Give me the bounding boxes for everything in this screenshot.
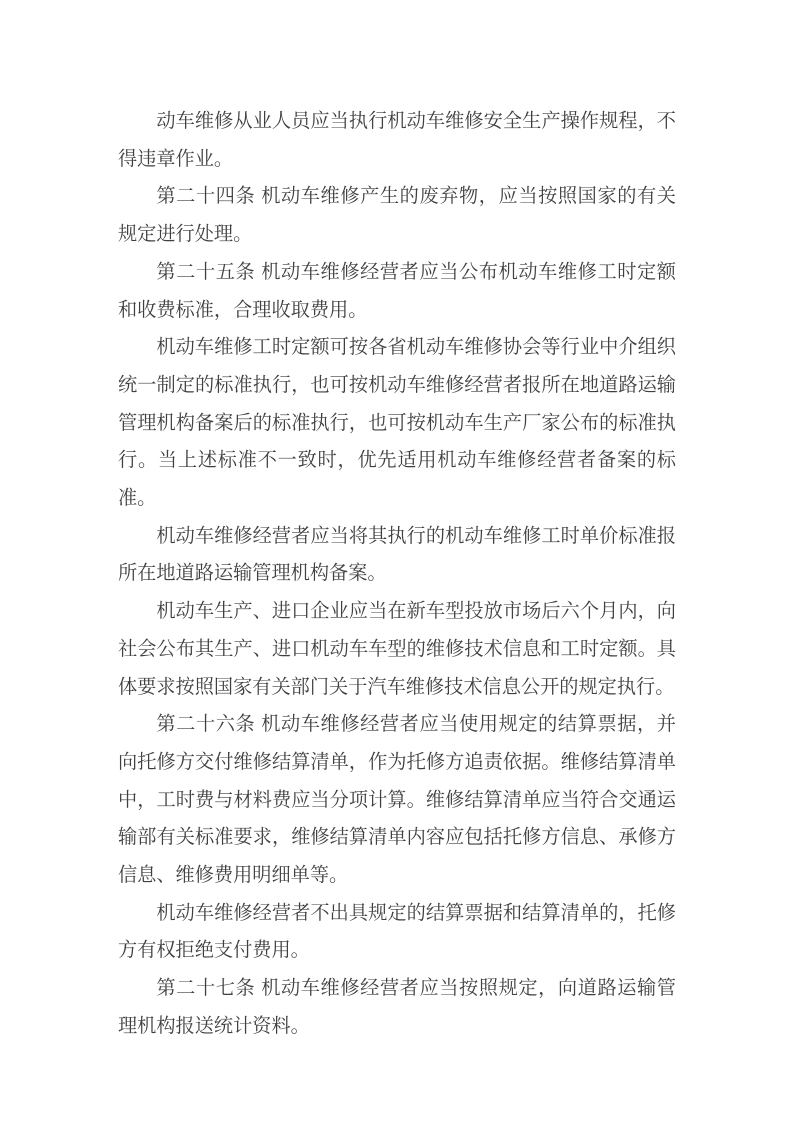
paragraph-labor-hour-quota-standards: 机动车维修工时定额可按各省机动车维修协会等行业中介组织统一制定的标准执行，也可按机动车维修经营者报所在地道路运输管理机构备案后的标准执行，也可按机动车生产厂家公布的标准执行。当上述标准不一致时，优先适用机动车维修经营者备案的标准。	[118, 337, 676, 510]
paragraph-article-25: 第二十五条 机动车维修经营者应当公布机动车维修工时定额和收费标准，合理收取费用。	[118, 261, 676, 321]
paragraph-refusal-of-payment: 机动车维修经营者不出具规定的结算票据和结算清单的，托修方有权拒绝支付费用。	[118, 902, 676, 962]
paragraph-article-26: 第二十六条 机动车维修经营者应当使用规定的结算票据，并向托修方交付维修结算清单，作为托修方追责依据。维修结算清单中，工时费与材料费应当分项计算。维修结算清单应当符合交通运输部有关标准要求，维修结算清单内容应包括托修方信息、承修方信息、维修费用明细单等。	[118, 714, 676, 887]
paragraph-continuation-safety-rules: 动车维修从业人员应当执行机动车维修安全生产操作规程，不得违章作业。	[118, 111, 676, 170]
document-content	[118, 103, 676, 1046]
paragraph-manufacturer-disclosure: 机动车生产、进口企业应当在新车型投放市场后六个月内，向社会公布其生产、进口机动车车型的维修技术信息和工时定额。具体要求按照国家有关部门关于汽车维修技术信息公开的规定执行。	[118, 601, 676, 698]
paragraph-article-24: 第二十四条 机动车维修产生的废弃物，应当按照国家的有关规定进行处理。	[118, 186, 676, 246]
paragraph-article-27: 第二十七条 机动车维修经营者应当按照规定，向道路运输管理机构报送统计资料。	[118, 978, 676, 1037]
paragraph-unit-price-filing: 机动车维修经营者应当将其执行的机动车维修工时单价标准报所在地道路运输管理机构备案。	[118, 525, 676, 585]
